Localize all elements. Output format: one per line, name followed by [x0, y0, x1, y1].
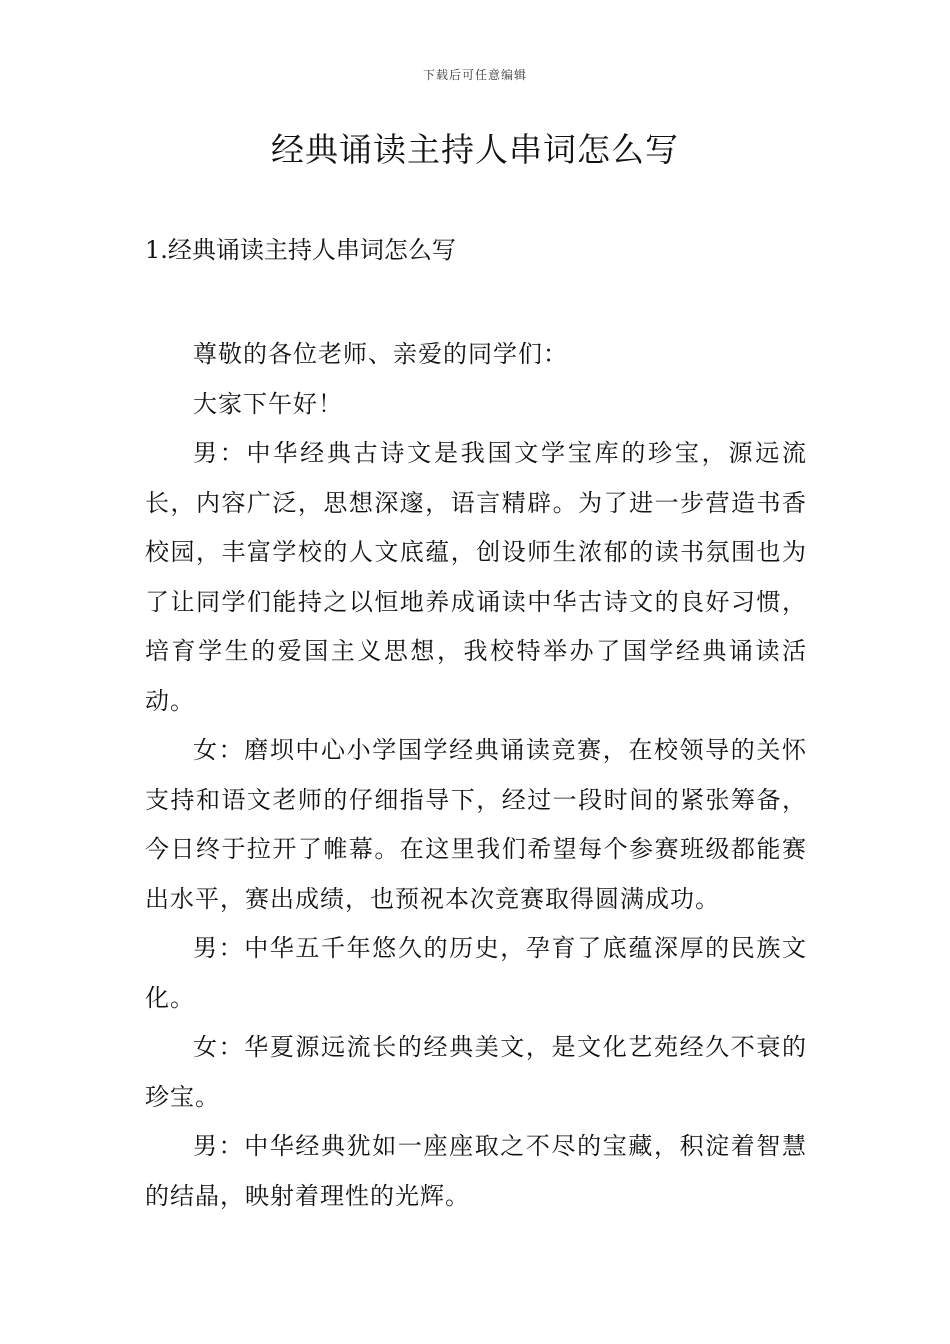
- paragraph: 男：中华经典犹如一座座取之不尽的宝藏，积淀着智慧的结晶，映射着理性的光辉。: [145, 1132, 807, 1210]
- section-heading: 1.经典诵读主持人串词怎么写: [145, 236, 456, 264]
- paragraph-salutation: 大家下午好！: [193, 389, 343, 418]
- document-body: [145, 330, 807, 1221]
- paragraph: 男：中华经典古诗文是我国文学宝库的珍宝，源远流长，内容广泛，思想深邃，语言精辟。为了进一步营造书香校园，丰富学校的人文底蕴，创设师生浓郁的读书氛围也为了让同学们能持之以恒地养成诵读中华古诗文的良好习惯，培育学生的爱国主义思想，我校特举办了国学经典诵读活动。: [145, 439, 807, 715]
- document-title: 经典诵读主持人串词怎么写: [271, 130, 679, 169]
- paragraph: 女：磨坝中心小学国学经典诵读竞赛，在校领导的关怀支持和语文老师的仔细指导下，经过一段时间的紧张筹备，今日终于拉开了帷幕。在这里我们希望每个参赛班级都能赛出水平，赛出成绩，也预祝本次竞赛取得圆满成功。: [145, 736, 807, 913]
- paragraph-greeting: 尊敬的各位老师、亲爱的同学们：: [193, 340, 568, 368]
- header-note: 下载后可任意编辑: [422, 68, 527, 82]
- paragraph: 男：中华五千年悠久的历史，孕育了底蕴深厚的民族文化。: [145, 934, 807, 1012]
- paragraph: 女：华夏源远流长的经典美文，是文化艺苑经久不衰的珍宝。: [145, 1033, 807, 1111]
